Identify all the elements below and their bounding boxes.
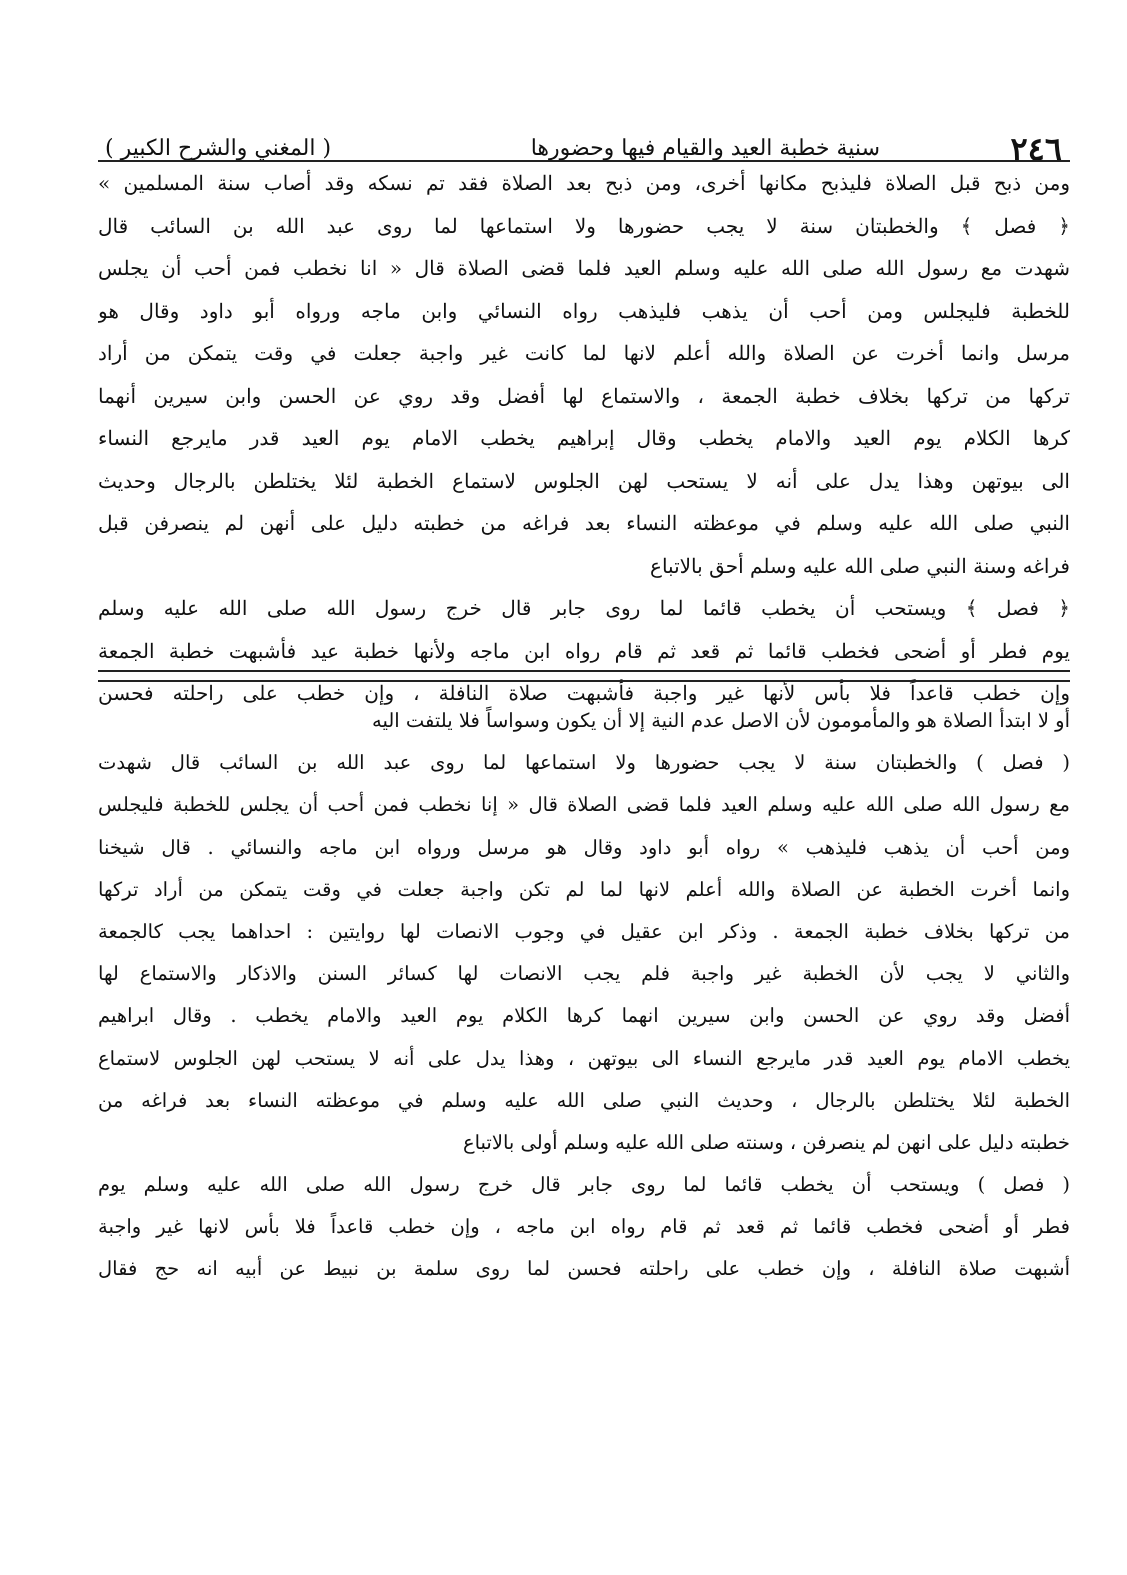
text-line: ﴿ فصل ﴾ ويستحب أن يخطب قائما لما روى جابر قال خرج رسول الله صلى الله عليه وسلم	[98, 596, 1070, 620]
text-line: فراغه وسنة النبي صلى الله عليه وسلم أحق بالاتباع	[650, 553, 1070, 578]
text-line: ﴿ فصل ﴾ والخطبتان سنة لا يجب حضورها ولا استماعها لما روى عبد الله بن السائب قال	[98, 213, 1070, 238]
text-line: أفضل وقد روي عن الحسن وابن سيرين انهما كرها الكلام يوم العيد والامام يخطب . وقال ابراهيم	[98, 1004, 1070, 1028]
text-line: أشبهت صلاة النافلة ، وإن خطب على راحلته فحسن لما روى سلمة بن نبيط عن أبيه انه حج فقال	[98, 1257, 1070, 1281]
text-line: ( فصل ) والخطبتان سنة لا يجب حضورها ولا استماعها لما روى عبد الله بن السائب قال شهدت	[98, 751, 1070, 775]
text-line: خطبته دليل على انهن لم ينصرفن ، وسنته صلى الله عليه وسلم أولى بالاتباع	[462, 1130, 1070, 1154]
main-text-block	[98, 162, 1070, 715]
section-divider	[98, 670, 1070, 682]
text-line: الى بيوتهن وهذا يدل على أنه لا يستحب لهن الجلوس لاستماع الخطبة لئلا يختلطن بالرجال وحديث	[98, 468, 1070, 493]
page-number: ٢٤٦	[1010, 130, 1062, 168]
text-line: كرها الكلام يوم العيد والامام يخطب وقال إبراهيم يخطب الامام يوم العيد قدر مايرجع النساء	[98, 426, 1070, 450]
text-line: يوم فطر أو أضحى فخطب قائما ثم قعد ثم قام رواه ابن ماجه ولأنها خطبة عيد فأشبهت خطبة الجمعة	[98, 638, 1070, 663]
text-line: للخطبة فليجلس ومن أحب أن يذهب فليذهب رواه النسائي وابن ماجه ورواه أبو داود وقال هو	[98, 298, 1070, 323]
text-line: الخطبة لئلا يختلطن بالرجال ، وحديث النبي صلى الله عليه وسلم في موعظته النساء بعد فراغه من	[98, 1088, 1070, 1112]
text-line: يخطب الامام يوم العيد قدر مايرجع النساء الى بيوتهن ، وهذا يدل على أنه لا يستحب لهن الجلوس لاستماع	[98, 1046, 1070, 1070]
text-line: النبي صلى الله عليه وسلم في موعظته النساء بعد فراغه من خطبته دليل على أنهن لم ينصرفن قبل	[98, 511, 1070, 535]
book-title: ( المغني والشرح الكبير )	[105, 136, 332, 161]
text-line: فطر أو أضحى فخطب قائما ثم قعد ثم قام رواه ابن ماجه ، وإن خطب قاعداً فلا بأس لانها غير واجبة	[98, 1215, 1070, 1239]
book-page	[60, 100, 1070, 1510]
text-line: تركها من تركها بخلاف خطبة الجمعة ، والاستماع لها أفضل وقد روي عن الحسن وابن سيرين أنهما	[98, 383, 1070, 408]
text-line: وإن خطب قاعداً فلا بأس لأنها غير واجبة فأشبهت صلاة النافلة ، وإن خطب على راحلته فحسن	[98, 681, 1070, 705]
text-line: مرسل وانما أخرت عن الصلاة والله أعلم لانها لما كانت غير واجبة جعلت في وقت يتمكن من أراد	[98, 341, 1070, 365]
text-line: وانما أخرت الخطبة عن الصلاة والله أعلم لانها لما لم تكن واجبة جعلت في وقت يتمكن من أراد تركها	[98, 877, 1070, 901]
text-line: ومن أحب أن يذهب فليذهب » رواه أبو داود وقال هو مرسل ورواه ابن ماجه والنسائي . قال شيخنا	[98, 835, 1070, 859]
commentary-text-block	[98, 700, 1070, 1291]
text-line: ومن ذبح قبل الصلاة فليذبح مكانها أخرى، ومن ذبح بعد الصلاة فقد تم نسكه وقد أصاب سنة المسلمين »	[98, 171, 1070, 195]
text-line: والثاني لا يجب لأن الخطبة غير واجبة فلم يجب الانصات لها كسائر السنن والاذكار والاستماع لها	[98, 962, 1070, 986]
text-line: شهدت مع رسول الله صلى الله عليه وسلم العيد فلما قضى الصلاة قال « انا نخطب فمن أحب أن يجلس	[98, 256, 1070, 280]
text-line: مع رسول الله صلى الله عليه وسلم العيد فلما قضى الصلاة قال « إنا نخطب فمن أحب أن يجلس للخطبة فليجلس	[98, 793, 1070, 817]
text-line: من تركها بخلاف خطبة الجمعة . وذكر ابن عقيل في وجوب الانصات لها روايتين : احداهما يجب كالجمعة	[98, 919, 1070, 943]
text-line: أو لا ابتدأ الصلاة هو والمأمومون لأن الاصل عدم النية إلا أن يكون وسواساً فلا يلتفت اليه	[371, 709, 1070, 732]
text-line: ( فصل ) ويستحب أن يخطب قائما لما روى جابر قال خرج رسول الله صلى الله عليه وسلم يوم	[98, 1173, 1070, 1197]
running-title: سنية خطبة العيد والقيام فيها وحضورها	[530, 136, 880, 161]
